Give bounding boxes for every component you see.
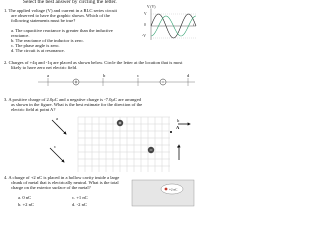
q1-line-2: are observed to have the graphic shown. Which of the xyxy=(11,13,110,18)
q1-graph-ytick-bottom: -V xyxy=(142,34,146,38)
q2-line-1: 2. Charges of +4q and -1q are placed as shown below. Circle the letter at the location that is most xyxy=(4,60,183,65)
q4-line-3: charge on the exterior surface of the metal? xyxy=(11,185,91,190)
q1-graph xyxy=(151,9,196,40)
q4-charge-dot xyxy=(165,188,168,191)
q3-figure xyxy=(50,117,190,172)
q3-label-a[interactable]: a xyxy=(56,116,59,121)
q2-label-c[interactable]: c xyxy=(137,73,140,78)
q3-point-a xyxy=(170,131,172,133)
q3-line-2: as shown in the figure. What is the best estimate for the direction of the xyxy=(11,102,143,107)
q3-line-3: electric field at point A? xyxy=(11,107,56,112)
q2-figure xyxy=(38,78,195,86)
q1-graph-ylabel: V (V) xyxy=(147,5,156,9)
q1-graph-ytick-zero: 0 xyxy=(144,23,146,27)
q1-graph-ytick-top: V xyxy=(144,12,147,16)
q1-choice-a-cont: reactance. xyxy=(11,33,30,38)
q3-label-b[interactable]: b xyxy=(177,118,180,123)
instructions: Select the best answer by circling the letter. xyxy=(23,0,117,5)
q3-arrow-c xyxy=(50,148,64,162)
q2-label-a[interactable]: a xyxy=(47,73,50,78)
q1-line-1: 1. The applied voltage (V) and current in a RLC series circuit xyxy=(4,8,117,13)
q3-line-1: 3. A positive charge of 2.0μC and a negative charge is -7.0μC are arranged xyxy=(4,97,141,102)
q2-label-b[interactable]: b xyxy=(103,73,106,78)
q4-choice-d[interactable]: d. -2 nC xyxy=(72,202,87,207)
q3-label-d[interactable]: d xyxy=(177,144,180,149)
q3-point-label: A xyxy=(176,125,180,130)
q1-choice-d[interactable]: d. The circuit is at resonance. xyxy=(11,48,65,53)
q4-metal-block xyxy=(132,180,194,206)
q4-choice-b[interactable]: b. +2 nC xyxy=(18,202,34,207)
q3-label-c[interactable]: c xyxy=(54,144,57,149)
q1-choice-b[interactable]: b. The reactance of the inductor is zero. xyxy=(11,38,84,43)
q3-arrow-a xyxy=(52,120,66,134)
q1-graph-xlabel: t xyxy=(193,23,194,27)
q4-charge-label: +2 nC xyxy=(169,187,178,192)
q2-line-2: likely to have zero net electric field. xyxy=(11,65,78,70)
q4-choice-a[interactable]: a. 0 nC xyxy=(18,195,32,200)
q1-choice-a[interactable]: a. The capacitive reactance is greater than the inductive xyxy=(11,28,113,33)
q4-figure xyxy=(132,180,194,206)
q1-line-3: following statements must be true? xyxy=(11,18,76,23)
q4-line-2: chunk of metal that is electrically neutral. What is the total xyxy=(11,180,119,185)
q4-choice-c[interactable]: c. +1 nC xyxy=(72,195,88,200)
q4-line-1: 4. A charge of +2 nC is placed in a hollow cavity inside a large xyxy=(4,175,120,180)
q2-label-d[interactable]: d xyxy=(187,73,190,78)
q1-choice-c[interactable]: c. The phase angle is zero. xyxy=(11,43,60,48)
